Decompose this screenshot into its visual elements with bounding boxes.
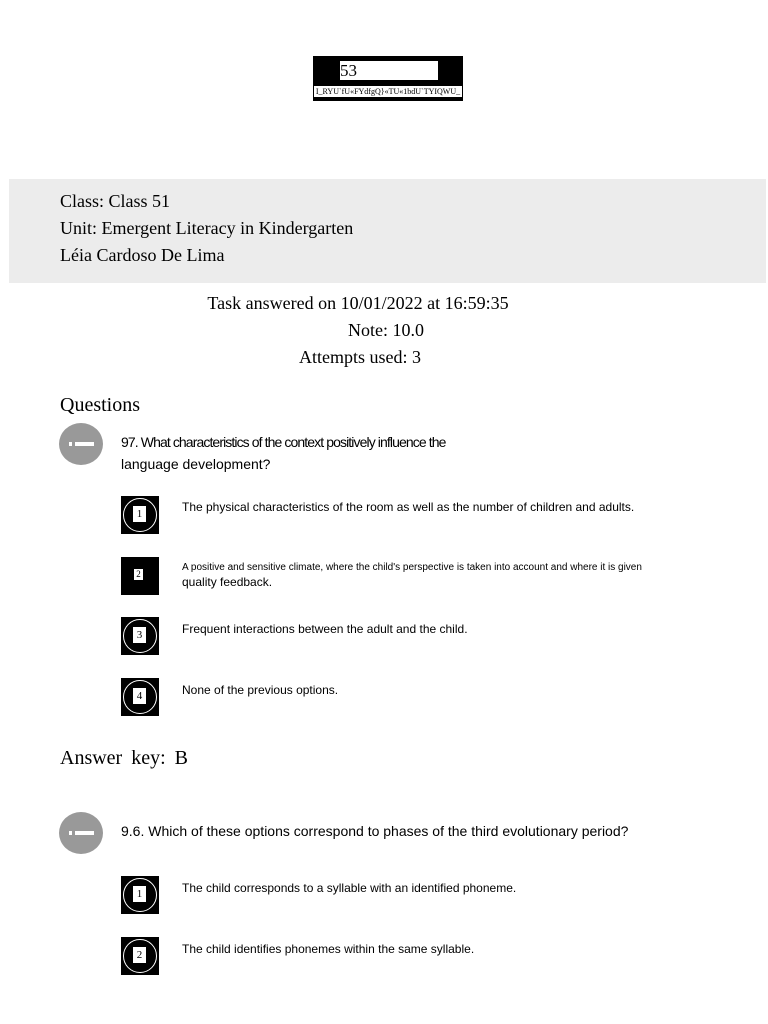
option-2-marker[interactable] — [121, 937, 159, 975]
collapse-icon-dot — [69, 831, 72, 835]
collapse-icon[interactable] — [59, 423, 103, 465]
option-text-line: The physical characteristics of the room as well as the number of children and adults. — [182, 500, 635, 514]
option-number: 1 — [133, 506, 146, 522]
student-name: Léia Cardoso De Lima — [60, 245, 225, 265]
page-number: 53 — [340, 61, 438, 80]
option-1-marker[interactable] — [121, 876, 159, 914]
option-number: 4 — [133, 688, 146, 704]
question-1-text-line2: language development? — [121, 456, 271, 472]
answer-key: Answer key: B — [60, 747, 188, 769]
option-text-line: A positive and sensitive climate, where the child's perspective is taken into account and where it is given — [182, 562, 642, 573]
note-value: Note: 10.0 — [348, 320, 424, 340]
option-number: 2 — [133, 947, 146, 963]
option-text-line: The child corresponds to a syllable with an identified phoneme. — [182, 881, 517, 895]
collapse-icon-dot — [69, 442, 72, 446]
option-text-line: The child identifies phonemes within the same syllable. — [182, 942, 475, 956]
option-2-text — [182, 942, 474, 957]
option-text-line: Frequent interactions between the adult and the child. — [182, 622, 468, 636]
option-4-text — [182, 683, 338, 698]
option-3-marker[interactable] — [121, 617, 159, 655]
question-2-text: 9.6. Which of these options correspond to phases of the third evolutionary period? — [121, 823, 629, 839]
option-2-text — [182, 561, 642, 590]
option-text-line: quality feedback. — [182, 575, 273, 589]
option-3-text — [182, 622, 468, 637]
attempts-used: Attempts used: 3 — [299, 347, 421, 367]
questions-title: Questions — [60, 394, 140, 416]
barcode-box — [313, 56, 463, 101]
class-label: Class: Class 51 — [60, 191, 171, 211]
option-number: 3 — [133, 627, 146, 643]
option-text-line: None of the previous options. — [182, 683, 339, 697]
option-number: 1 — [133, 886, 146, 902]
option-4-marker[interactable] — [121, 678, 159, 716]
option-number: 2 — [134, 569, 143, 580]
encoded-code: I_RYU`fU«FYdfgQ}«TU«1bdU`TYIQWU_ — [315, 87, 461, 96]
option-2-marker[interactable] — [121, 557, 159, 595]
option-1-text — [182, 500, 634, 515]
option-1-marker[interactable] — [121, 496, 159, 534]
answered-timestamp: Task answered on 10/01/2022 at 16:59:35 — [207, 293, 509, 313]
question-1-text-line1: 97. What characteristics of the context positively influence the — [121, 434, 446, 450]
unit-label: Unit: Emergent Literacy in Kindergarten — [60, 218, 354, 238]
collapse-icon-bar — [75, 831, 94, 835]
option-1-text — [182, 881, 516, 896]
collapse-icon-bar — [75, 442, 94, 446]
collapse-icon[interactable] — [59, 812, 103, 854]
